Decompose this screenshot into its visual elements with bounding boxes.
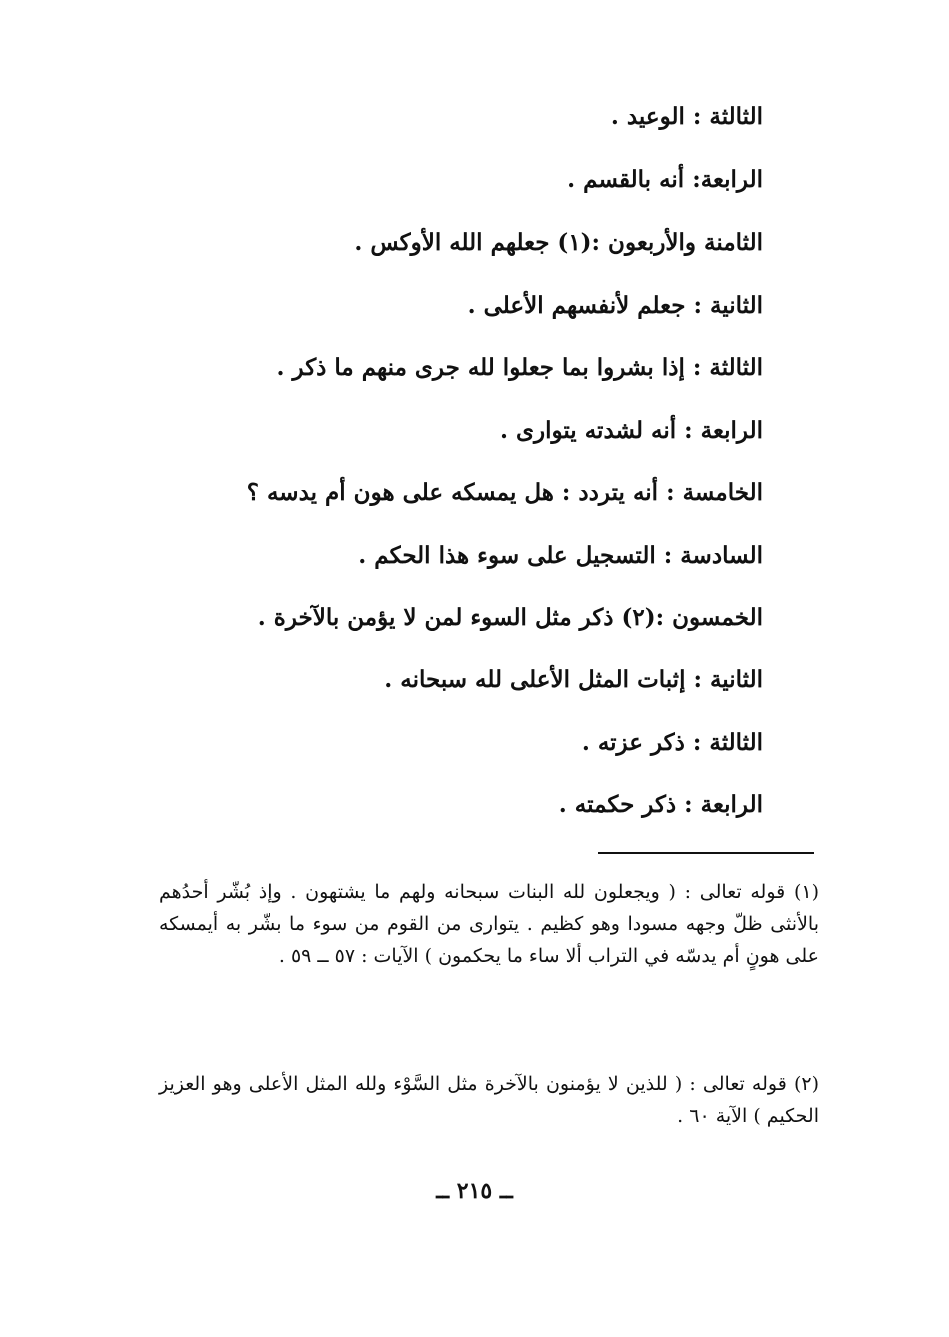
body-line-1: الثالثة : الوعيد . — [610, 103, 763, 130]
body-line-6: الرابعة : أنه لشدته يتوارى . — [499, 417, 763, 444]
body-line-4: الثانية : جعلم لأنفسهم الأعلى . — [467, 292, 763, 319]
page-number: ــ ٢١٥ ــ — [436, 1178, 513, 1204]
body-line-12: الرابعة : ذكر حكمته . — [558, 791, 763, 818]
body-line-3: الثامنة والأربعون :(١) جعلهم الله الأوكس . — [354, 229, 763, 256]
body-line-11: الثالثة : ذكر عزته . — [581, 729, 763, 756]
body-line-7: الخامسة : أنه يتردد : هل يمسكه على هون أم يدسه ؟ — [246, 479, 763, 506]
footnote-separator — [598, 852, 814, 854]
body-line-2: الرابعة: أنه بالقسم . — [567, 166, 763, 193]
footnote-2: (٢) قوله تعالى : ( للذين لا يؤمنون بالآخرة مثل السَّوْء ولله المثل الأعلى وهو العزيز الحكيم ) الآية ٦٠ . — [159, 1073, 819, 1127]
body-line-10: الثانية : إثبات المثل الأعلى لله سبحانه . — [384, 666, 763, 693]
body-line-9: الخمسون :(٢) ذكر مثل السوء لمن لا يؤمن بالآخرة . — [257, 604, 763, 631]
footnote-1: (١) قوله تعالى : ( ويجعلون لله البنات سبحانه ولهم ما يشتهون . وإذ بُشّر أحدُهم بالأنثى ظلّ وجهه مسودا وهو كظيم . يتوارى من القوم من سوء ما بشّر به أيمسكه على هونٍ أم يدسّه في التراب ألا ساء ما يحكمون ) الآيات : ٥٧ ــ ٥٩ . — [159, 881, 819, 967]
body-line-8: السادسة : التسجيل على سوء هذا الحكم . — [358, 542, 763, 569]
body-line-5: الثالثة : إذا بشروا بما جعلوا لله جرى منهم ما ذكر . — [276, 354, 763, 381]
